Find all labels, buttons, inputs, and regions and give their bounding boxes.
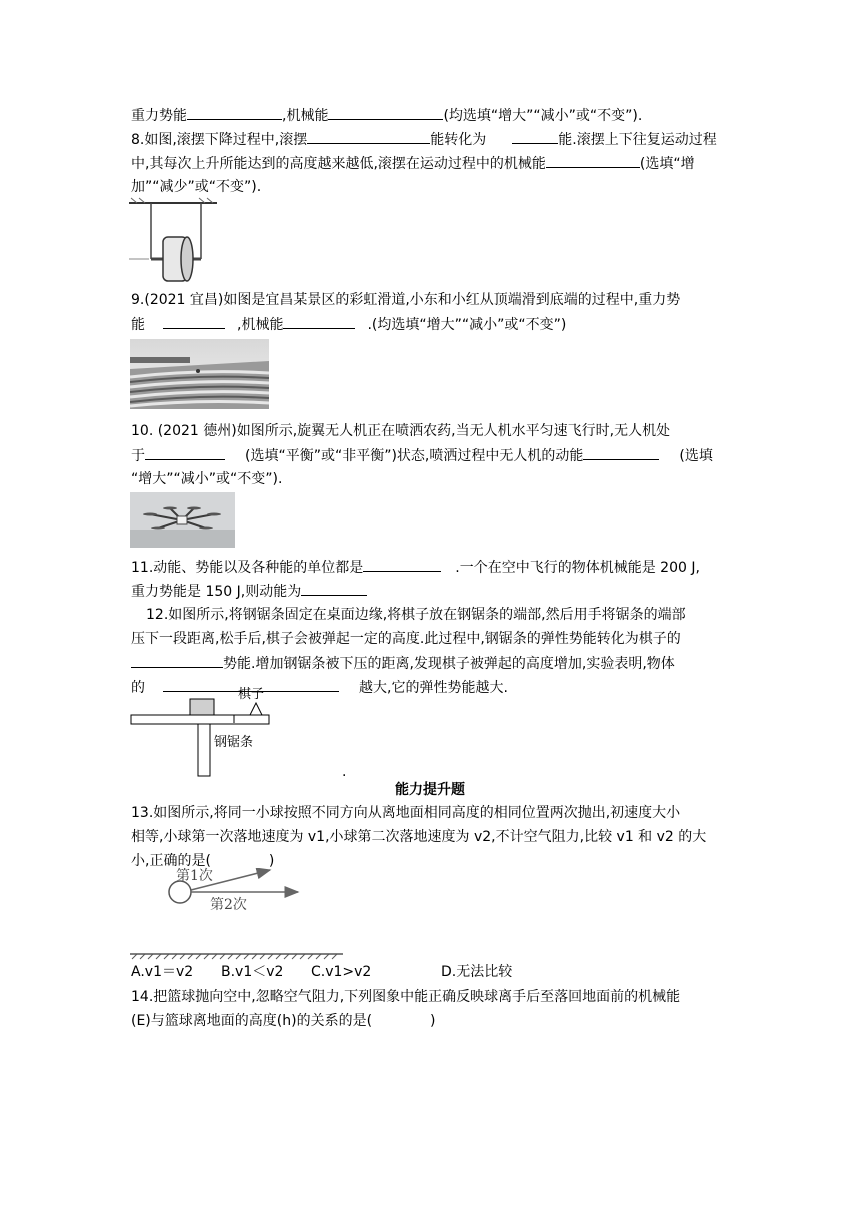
answer-blank[interactable] <box>145 445 225 460</box>
q8-text: 能.滚摆上下往复运动过程 <box>558 132 717 148</box>
q10-line-2 <box>131 445 713 465</box>
answer-blank[interactable] <box>583 445 659 460</box>
q10-text: 于 <box>131 448 145 464</box>
q9-line-1: 9.(2021 宜昌)如图是宜昌某景区的彩虹滑道,小东和小红从顶端滑到底端的过程中,重力势 <box>131 292 681 308</box>
rolling-pendulum-figure <box>129 197 217 285</box>
answer-blank[interactable] <box>187 105 282 120</box>
answer-blank[interactable] <box>363 557 441 572</box>
answer-blank[interactable] <box>301 581 367 596</box>
q7-line <box>131 105 642 125</box>
q8-line-3: 加”“减少”或“不变”). <box>131 179 262 195</box>
drone-photo <box>130 492 235 548</box>
q9-text: ,机械能 <box>237 317 284 333</box>
q10-line-3: “增大”“减小”或“不变”). <box>131 471 283 487</box>
answer-blank[interactable] <box>163 314 225 329</box>
q9-text: 能 <box>131 317 145 333</box>
q10-line-1: 10. (2021 德州)如图所示,旋翼无人机正在喷洒农药,当无人机水平匀速飞行时,无人机处 <box>131 423 671 439</box>
q7-text: ,机械能 <box>282 108 329 124</box>
q13-line-2: 相等,小球第一次落地速度为 v1,小球第二次落地速度为 v2,不计空气阻力,比较 v1 和 v2 的大 <box>131 829 707 845</box>
fig-label-piece: 棋子 <box>238 687 265 702</box>
q13-text: 小,正确的是( <box>131 853 211 869</box>
q8-line-2 <box>131 153 695 173</box>
q14-line-1: 14.把篮球抛向空中,忽略空气阻力,下列图象中能正确反映球离手后至落回地面前的机械能 <box>131 989 681 1005</box>
q10-text: (选填“平衡”或“非平衡”)状态,喷洒过程中无人机的动能 <box>245 448 584 464</box>
q11-text: .一个在空中飞行的物体机械能是 200 J, <box>455 560 700 576</box>
q7-text: (均选填“增大”“减小”或“不变”). <box>443 108 643 124</box>
fig-label-second: 第2次 <box>210 897 247 913</box>
stray-dot: . <box>342 764 347 780</box>
q13-text: ) <box>268 853 275 869</box>
answer-blank[interactable] <box>546 153 640 168</box>
answer-blank[interactable] <box>328 105 443 120</box>
q9-line-2 <box>131 314 566 334</box>
q12-line-3 <box>131 653 675 673</box>
fig-label-first: 第1次 <box>176 868 213 884</box>
q12-text: 的 <box>131 680 145 696</box>
answer-blank[interactable] <box>131 653 223 668</box>
rainbow-slide-photo <box>130 339 269 409</box>
q11-line-1 <box>131 557 700 577</box>
q12-line-2: 压下一段距离,松手后,棋子会被弹起一定的高度.此过程中,钢锯条的弹性势能转化为棋子的 <box>131 631 681 647</box>
q8-text: (选填“增 <box>639 156 695 172</box>
option-d[interactable]: D.无法比较 <box>441 964 513 980</box>
answer-blank[interactable] <box>307 129 430 144</box>
q8-line-1 <box>131 129 717 149</box>
q14-text: (E)与篮球离地面的高度(h)的关系的是( <box>131 1013 373 1029</box>
q12-text: 势能.增加钢锯条被下压的距离,发现棋子被弹起的高度增加,实验表明,物体 <box>223 656 675 672</box>
q10-text: (选填 <box>679 448 713 464</box>
option-b[interactable]: B.v1＜v2 <box>221 964 284 980</box>
q8-text: 8.如图,滚摆下降过程中,滚摆 <box>131 132 308 148</box>
q7-text: 重力势能 <box>131 108 187 124</box>
answer-blank[interactable] <box>512 129 558 144</box>
q11-text: 重力势能是 150 J,则动能为 <box>131 584 302 600</box>
q12-line-1: 12.如图所示,将钢锯条固定在桌面边缘,将棋子放在钢锯条的端部,然后用手将锯条的端部 <box>146 607 686 623</box>
q14-text: ) <box>430 1013 436 1029</box>
fig-label-saw: 钢锯条 <box>214 735 254 750</box>
q8-text: 中,其每次上升所能达到的高度越来越低,滚摆在运动过程中的机械能 <box>131 156 546 172</box>
q8-text: 能转化为 <box>430 132 487 148</box>
q13-line-1: 13.如图所示,将同一小球按照不同方向从离地面相同高度的相同位置两次抛出,初速度大小 <box>131 805 681 821</box>
section-title: 能力提升题 <box>395 782 465 798</box>
q11-text: 11.动能、势能以及各种能的单位都是 <box>131 560 364 576</box>
answer-blank[interactable] <box>283 314 355 329</box>
q12-text: 越大,它的弹性势能越大. <box>359 680 508 696</box>
q11-line-2 <box>131 581 367 601</box>
option-c[interactable]: C.v1>v2 <box>311 964 372 980</box>
q9-text: .(均选填“增大”“减小”或“不变”) <box>367 317 567 333</box>
option-a[interactable]: A.v1＝v2 <box>131 964 194 980</box>
q14-line-2 <box>131 1011 436 1031</box>
